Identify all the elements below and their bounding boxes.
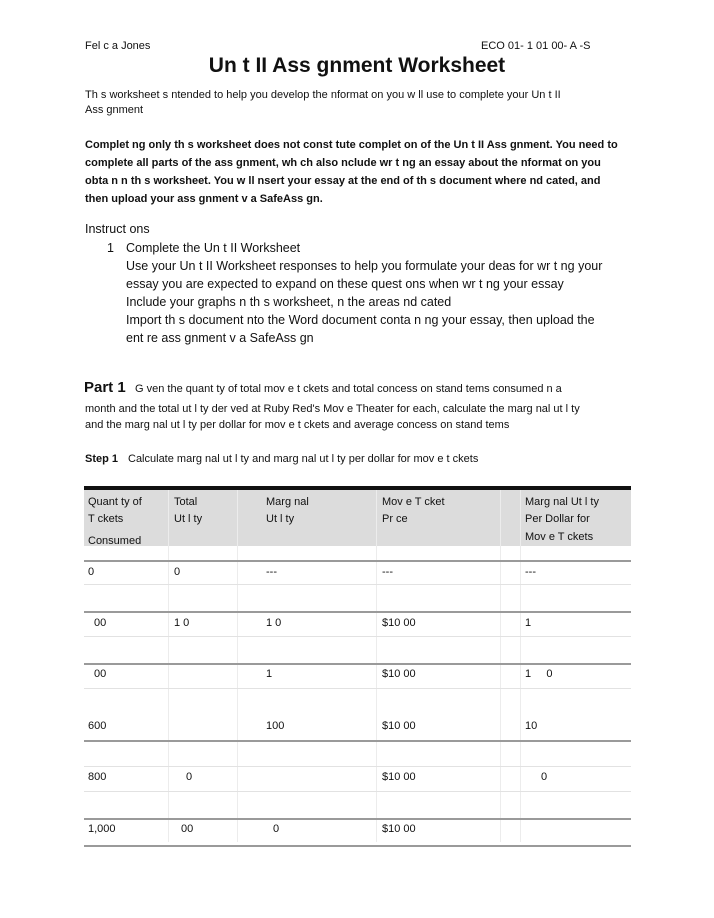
table-cell: $10 00 (382, 771, 416, 783)
column-divider (500, 490, 501, 842)
header-line: Marg nal Ut l ty (525, 496, 599, 508)
row-border (84, 766, 631, 767)
instruction-line: Use your Un t II Worksheet responses to help you formulate your deas for wr t ng your (126, 259, 603, 273)
table-cell: 1 (266, 668, 273, 680)
step1-text: Calculate marg nal ut l ty and marg nal ut l ty per dollar for mov e t ckets (128, 453, 479, 465)
part1-text-line: G ven the quant ty of total mov e t ckets and total concess on stand tems consumed n a (135, 383, 562, 395)
course-code: ECO 01- 1 01 00- A -S (481, 40, 591, 52)
table-cell: 1,000 (88, 823, 116, 835)
header-line: Mov e T cket (382, 496, 445, 508)
row-border (84, 688, 631, 689)
table-cell: 1 0 (174, 617, 190, 629)
instruction-line: essay you are expected to expand on these quest ons when wr t ng your essay (126, 277, 564, 291)
header-total-utility (174, 494, 202, 528)
table-cell: $10 00 (382, 720, 416, 732)
header-line: Pr ce (382, 513, 408, 525)
table-cell: 600 (88, 720, 107, 732)
table-cell: --- (525, 566, 536, 578)
header-line: Mov e T ckets (525, 531, 594, 543)
header-line: Ut l ty (266, 513, 295, 525)
header-line: Total (174, 496, 198, 508)
header-marginal-utility (266, 494, 309, 528)
part1-text-line: month and the total ut l ty der ved at Ruby Red's Mov e Theater for each, calculate the marg nal ut l ty (85, 403, 580, 415)
table-cell: 00 (94, 617, 107, 629)
student-name: Fel c a Jones (85, 40, 151, 52)
intro-line: Th s worksheet s ntended to help you develop the nformat on you w ll use to complete your Un t II (85, 89, 561, 101)
intro-line: Ass gnment (85, 104, 144, 116)
table-cell: $10 00 (382, 617, 416, 629)
part1-text-line: and the marg nal ut l ty per dollar for mov e t ckets and average concess on stand tems (85, 419, 510, 431)
row-border (84, 636, 631, 637)
row-border (84, 818, 631, 820)
column-divider (168, 490, 169, 842)
table-cell: 1 (525, 617, 532, 629)
row-border (84, 611, 631, 613)
table-cell: 0 (541, 771, 548, 783)
table-cell: 100 (266, 720, 285, 732)
header-line: Marg nal (266, 496, 309, 508)
part1-label: Part 1 (84, 379, 126, 396)
table-cell: 00 (181, 823, 194, 835)
row-border (84, 560, 631, 562)
notice-line: then upload your ass gnment v a SafeAss gn. (85, 193, 323, 205)
header-ticket-price (382, 494, 445, 528)
table-cell: 800 (88, 771, 107, 783)
header-line: Consumed (88, 535, 142, 547)
notice-line: Complet ng only th s worksheet does not const tute complet on of the Un t II Ass gnment. You need to (85, 139, 618, 151)
instruction-number: 1 (107, 241, 114, 255)
table-cell: 0 (273, 823, 280, 835)
table-cell: --- (266, 566, 277, 578)
instructions-title: Instruct ons (85, 222, 150, 236)
page-title: Un t II Ass gnment Worksheet (208, 54, 506, 77)
step1-label: Step 1 (85, 453, 119, 465)
header-line: Ut l ty (174, 513, 203, 525)
table-cell: 0 (88, 566, 95, 578)
intro-paragraph (85, 88, 645, 118)
table-cell: 1 0 (525, 668, 553, 680)
row-border (84, 663, 631, 665)
header-line: Quant ty of (88, 496, 142, 508)
column-divider (237, 490, 238, 842)
table-cell: 0 (186, 771, 193, 783)
instruction-line: Import th s document nto the Word document conta n ng your essay, then upload the (126, 313, 595, 327)
row-border (84, 740, 631, 742)
table-cell: --- (382, 566, 393, 578)
instruction-line: Include your graphs n th s worksheet, n the areas nd cated (126, 295, 452, 309)
notice-line: complete all parts of the ass gnment, wh ch also nclude wr t ng an essay about the nformat on you (85, 157, 601, 169)
marginal-utility-table (84, 486, 631, 848)
table-cell: 10 (525, 720, 538, 732)
header-quantity (88, 494, 142, 550)
row-border (84, 584, 631, 585)
notice-line: obta n n th s worksheet. You w ll nsert your essay at the end of th s document where nd cated, and (85, 175, 601, 187)
table-cell: 0 (174, 566, 181, 578)
row-border (84, 791, 631, 792)
table-cell: 1 0 (266, 617, 282, 629)
instructions-list (126, 239, 602, 347)
column-divider (520, 490, 521, 842)
table-cell: $10 00 (382, 668, 416, 680)
notice-paragraph (85, 136, 645, 208)
instruction-line: Complete the Un t II Worksheet (126, 241, 301, 255)
table-cell: $10 00 (382, 823, 416, 835)
row-border (84, 845, 631, 847)
header-line: T ckets (88, 513, 124, 525)
header-mu-per-dollar (525, 494, 599, 546)
instruction-line: ent re ass gnment v a SafeAss gn (126, 331, 314, 345)
table-cell: 00 (94, 668, 107, 680)
column-divider (376, 490, 377, 842)
header-line: Per Dollar for (525, 513, 590, 525)
